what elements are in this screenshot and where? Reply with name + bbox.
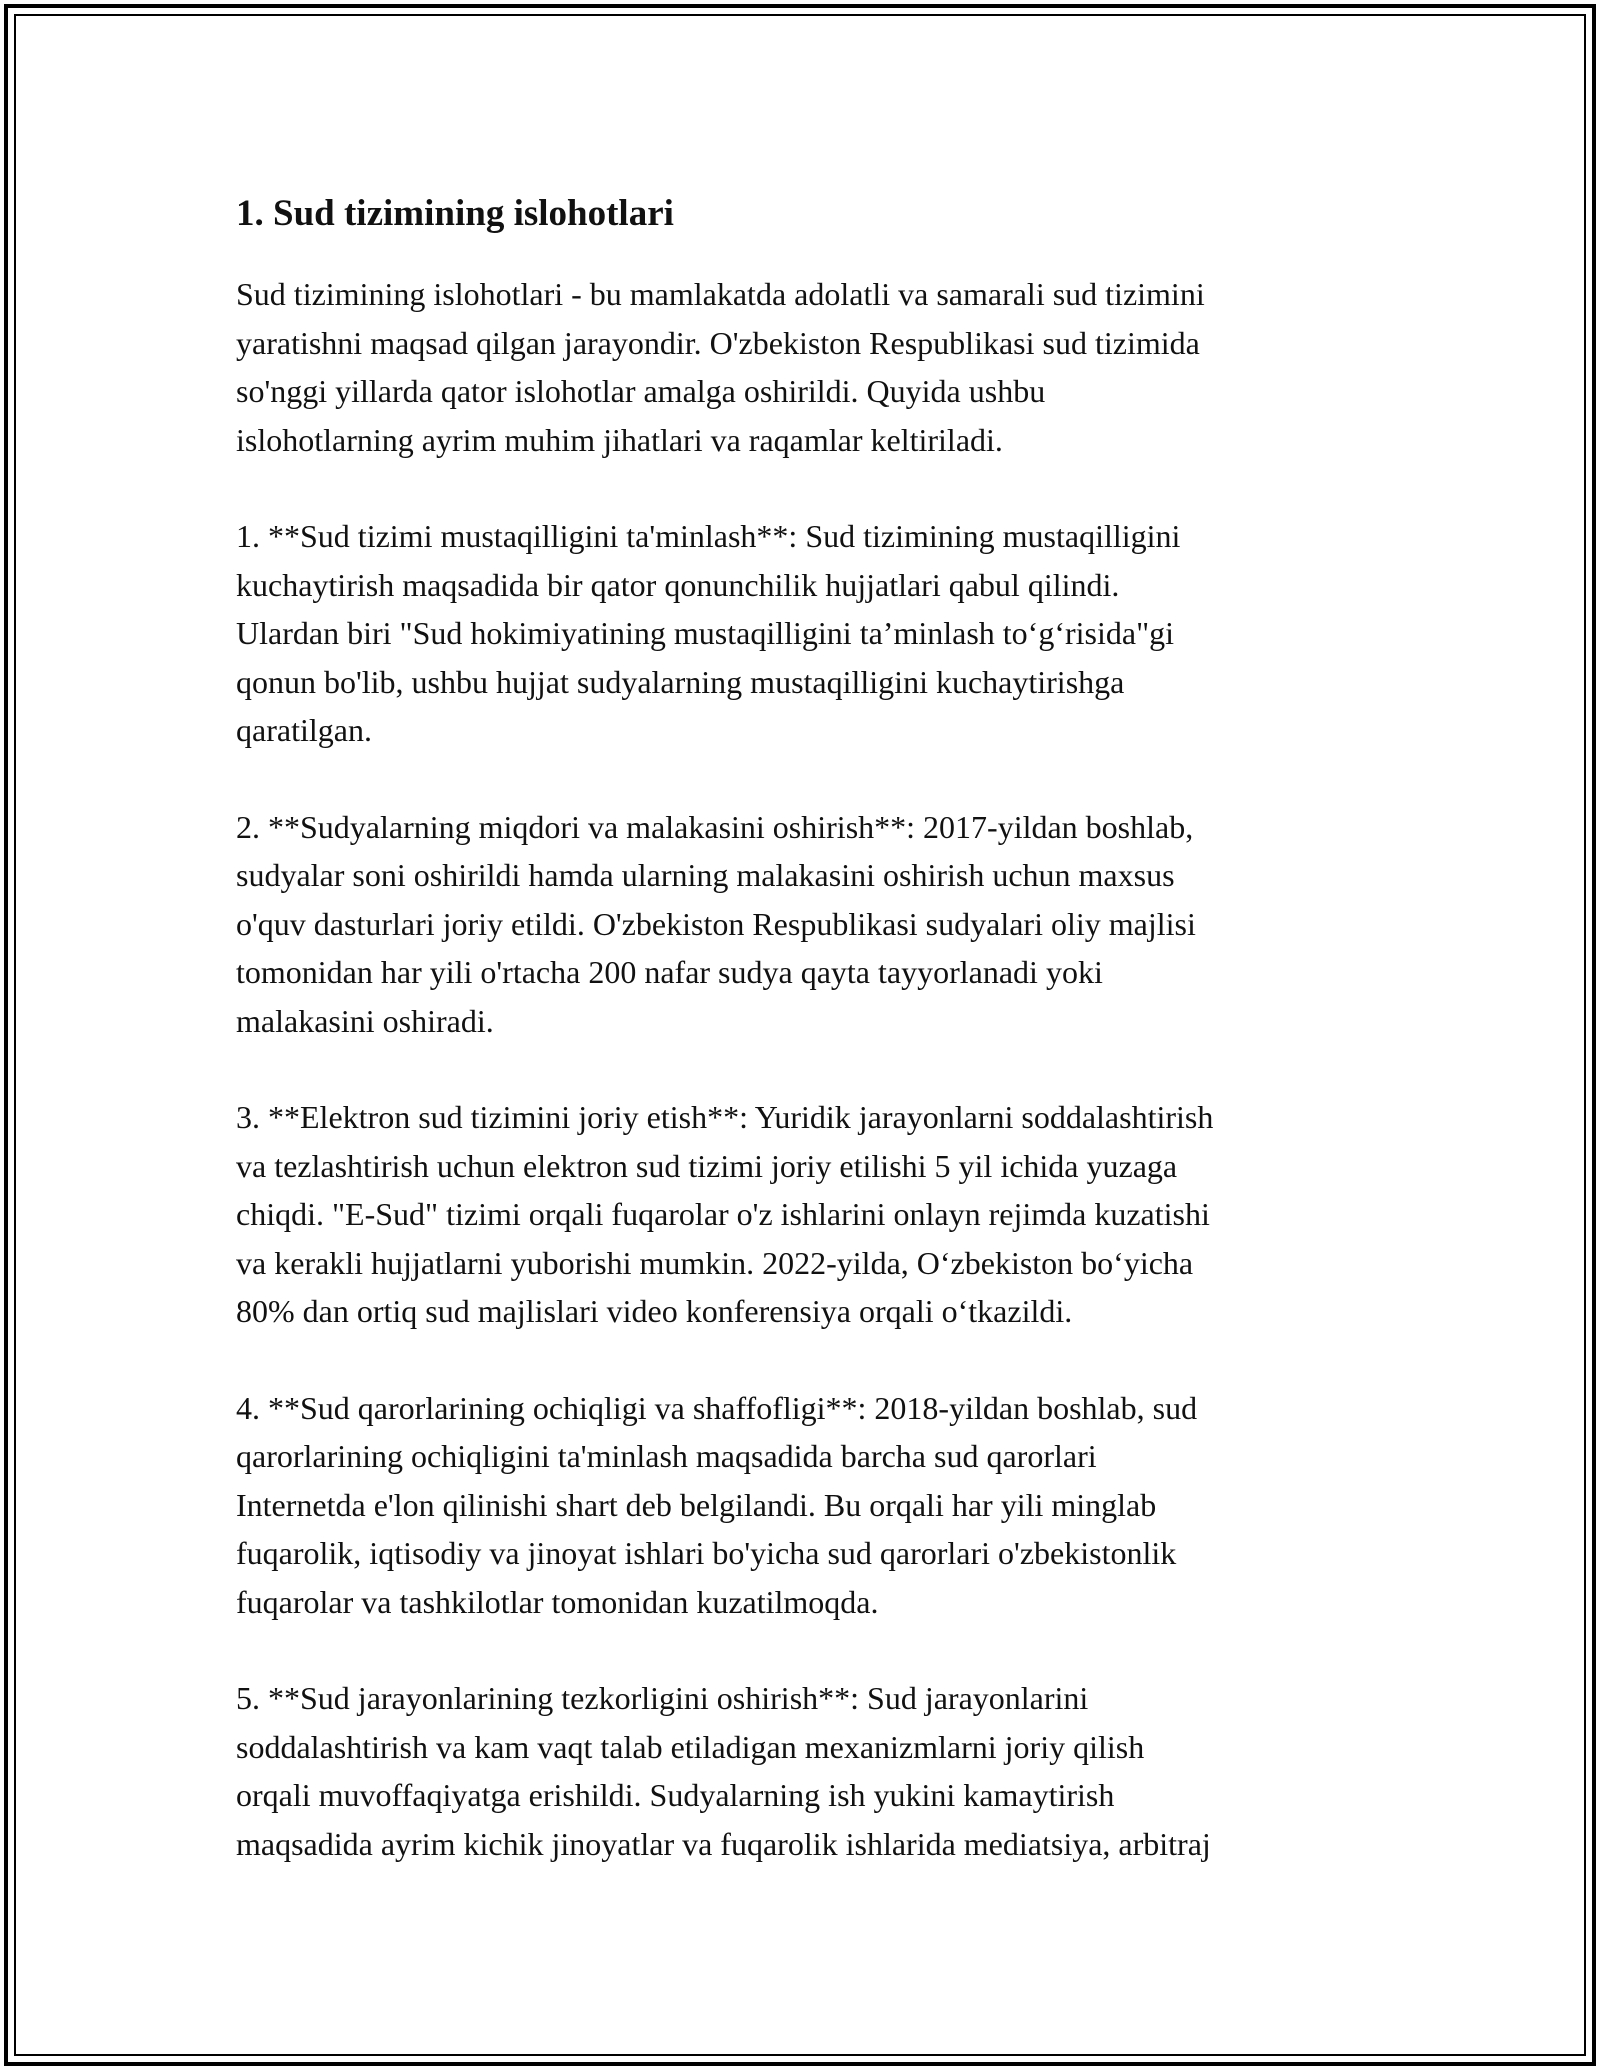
paragraph-4-transparency: 4. **Sud qarorlarining ochiqligi va shaffofligi**: 2018-yildan boshlab, sud qarorlarining ochiqligini ta'minlash maqsadida barcha sud qarorlari Internetda e'lon qilinishi shart deb belgilandi. Bu orqali har yili minglab fuqarolik, iqtisodiy va jinoyat ishlari bo'yicha sud qarorlari o'zbekistonlik fuqarolar va tashkilotlar tomonidan kuzatilmoqda. (236, 1389, 1198, 1620)
paragraph-1-independence: 1. **Sud tizimi mustaqilligini ta'minlash**: Sud tizimining mustaqilligini kuchaytirish maqsadida bir qator qonunchilik hujjatlari qabul qilindi. Ulardan biri "Sud hokimiyatining mustaqilligini ta’minlash to‘g‘risida"gi qonun bo'lib, ushbu hujjat sudyalarning mustaqilligini kuchaytirishga qaratilgan. (236, 518, 1181, 748)
paragraph-3-electronic-court: 3. **Elektron sud tizimini joriy etish**: Yuridik jarayonlarni soddalashtirish va tezlashtirish uchun elektron sud tizimi joriy etilishi 5 yil ichida yuzaga chiqdi. "E-Sud" tizimi orqali fuqarolar o'z ishlarini onlayn rejimda kuzatishi va kerakli hujjatlarni yuborishi mumkin. 2022-yilda, O‘zbekiston bo‘yicha 80% dan ortiq sud majlislari video konferensiya orqali o‘tkazildi. (236, 1099, 1214, 1329)
paragraph-2-judges-qualification: 2. **Sudyalarning miqdori va malakasini oshirish**: 2017-yildan boshlab, sudyalar soni oshirildi hamda ularning malakasini oshirish uchun maxsus o'quv dasturlari joriy etildi. O'zbekiston Respublikasi sudyalari oliy majlisi tomonidan har yili o'rtacha 200 nafar sudya qayta tayyorlanadi yoki malakasini oshiradi. (236, 808, 1196, 1039)
section-title: 1. Sud tizimining islohotlari (236, 193, 674, 234)
document-body (236, 186, 1396, 1916)
intro-paragraph: Sud tizimining islohotlari - bu mamlakatda adolatli va samarali sud tizimini yaratishni maqsad qilgan jarayondir. O'zbekiston Respublikasi sud tizimida so'nggi yillarda qator islohotlar amalga oshirildi. Quyida ushbu islohotlarning ayrim muhim jihatlari va raqamlar keltiriladi. (236, 276, 1205, 458)
paragraph-5-efficiency: 5. **Sud jarayonlarining tezkorligini oshirish**: Sud jarayonlarini soddalashtirish va kam vaqt talab etiladigan mexanizmlarni joriy qilish orqali muvoffaqiyatga erishildi. Sudyalarning ish yukini kamaytirish maqsadida ayrim kichik jinoyatlar va fuqarolik ishlarida mediatsiya, arbitraj (236, 1680, 1211, 1862)
